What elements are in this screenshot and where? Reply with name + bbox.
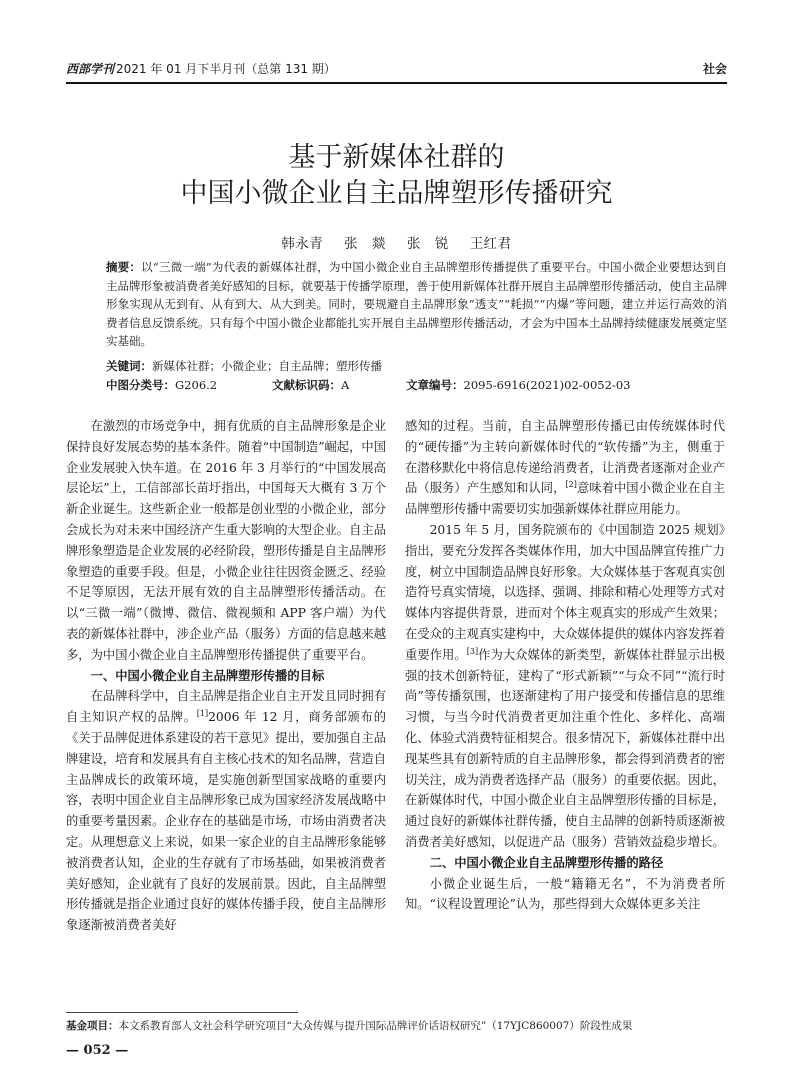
article-value: 2095-6916(2021)02-0052-03 xyxy=(463,378,631,392)
title-line-1: 基于新媒体社群的 xyxy=(288,142,505,173)
abstract xyxy=(106,258,727,351)
paragraph: 在激烈的市场竞争中，拥有优质的自主品牌形象是企业保持良好发展态势的基本条件。随着“中国制造”崛起，中国企业发展驶入快车道。在 2016 年 3 月举行的“中国发展高层论坛”上，工信部部长苗圩指出，中国每天大概有 3 万个新企业诞生。这些新企业一般都是创业型的小微企业，部分会成长为对未来中国经济产生重大影响的大型企业。自主品牌形象塑造是企业发展的必经阶段，塑形传播是自主品牌形象塑造的重要手段。但是，小微企业往往因资金匮乏、经验不足等原因，无法开展有效的自主品牌塑形传播活动。在以“三微一端”（微博、微信、微视频和 APP 客户端）为代表的新媒体社群中，涉企业产品（服务）方面的信息越来越多，为中国小微企业自主品牌塑形传播提供了重要平台。 xyxy=(66,419,386,662)
paragraph: 小微企业诞生后，一般“籍籍无名”，不为消费者所知。“议程设置理论”认为，那些得到大众媒体更多关注 xyxy=(405,876,725,912)
section-heading-1: 一、中国小微企业自主品牌塑形传播的目标 xyxy=(90,668,325,683)
text-run: 作为大众媒体的新类型，新媒体社群显示出极强的技术创新特征，建构了“形式新颖”“与众不同”“流行时尚”等传播氛围，也逐渐建构了用户接受和传播信息的思维习惯，与当今时代消费者更加注重个性化、多样化、高端化、体验式消费特征相契合。很多情况下，新媒体社群中出现某些具有创新特质的自主品牌形象，都会得到消费者的密切关注，成为消费者选择产品（服务）的重要依据。因此，在新媒体时代，中国小微企业自主品牌塑形传播的目标是，通过良好的新媒体社群传播，使自主品牌的创新特质逐渐被消费者美好感知，以促进产品（服务）营销效益稳步增长。 xyxy=(405,647,725,849)
keywords-text: 新媒体社群；小微企业；自主品牌；塑形传播 xyxy=(152,359,382,373)
clc-number xyxy=(106,376,217,394)
right-column xyxy=(405,416,725,915)
document-code xyxy=(272,376,349,394)
paragraph xyxy=(405,520,725,853)
running-header xyxy=(66,58,727,80)
clc-value: G206.2 xyxy=(175,378,218,392)
text-run: 2015 年 5 月，国务院颁布的《中国制造 2025 规划》指出，要充分发挥各类媒体作用，加大中国品牌宣传推广力度，树立中国制造品牌良好形象。大众媒体基于客观真实创造符号真实情境，以选择、强调、排除和精心处理等方式对媒体内容提供背景，进而对个体主观真实的形成产生效果；在受众的主观真实建构中，大众媒体提供的媒体内容发挥着重要作用。 xyxy=(405,522,725,662)
text-run: 意味着中国小微企业在自主品牌塑形传播中需要切实加强新媒体社群应用能力。 xyxy=(405,481,725,517)
footnote-label: 基金项目： xyxy=(66,1020,119,1032)
paragraph xyxy=(405,416,725,520)
abstract-label: 摘要： xyxy=(106,260,142,274)
footnote-rule xyxy=(66,1012,298,1013)
section-label: 社会 xyxy=(702,62,727,76)
author-name: 张 锐 xyxy=(406,236,449,252)
abstract-text: 以“三微一端”为代表的新媒体社群，为中国小微企业自主品牌塑形传播提供了重要平台。中国小微企业要想达到自主品牌形象被消费者美好感知的目标，就要基于传播学原理，善于使用新媒体社群开展自主品牌塑形传播活动，使自主品牌形象实现从无到有、从有到大、从大到美。同时，要规避自主品牌形象“透支”“耗损”“内爆”等问题，建立并运行高效的消费者信息反馈系统。只有每个中国小微企业都能扎实开展自主品牌塑形传播活动，才会为中国本土品牌持续健康发展奠定坚实基础。 xyxy=(106,260,727,348)
text-run: 2006 年 12 月，商务部颁布的《关于品牌促进体系建设的若干意见》提出，要加强自主品牌建设，培育和发展具有自主核心技术的知名品牌，营造自主品牌成长的政策环境，是实施创新型国家战略的重要内容，表明中国企业自主品牌形象已成为国家经济发展战略中的重要考量因素。企业存在的基础是市场，市场由消费者决定。从理想意义上来说，如果一家企业的自主品牌形象能够被消费者认知，企业的生存就有了市场基础，如果被消费者美好感知，企业就有了良好的发展前景。因此，自主品牌塑形传播就是指企业通过良好的媒体传播手段，使自主品牌形象逐渐被消费者美好 xyxy=(66,710,386,933)
author-list xyxy=(66,232,727,252)
section-heading-2: 二、中国小微企业自主品牌塑形传播的路径 xyxy=(429,855,664,870)
article-meta xyxy=(106,376,727,394)
text-run: 感知的过程。当前，自主品牌塑形传播已由传统媒体时代的“硬传播”为主转向新媒体时代的“软传播”为主，侧重于在潜移默化中将信息传递给消费者，让消费者逐渐对企业产品（服务）产生感知和认同， xyxy=(405,419,725,496)
citation-marker: [2] xyxy=(565,480,577,490)
author-name: 张 燚 xyxy=(344,236,387,252)
journal-info xyxy=(66,60,336,77)
clc-label: 中图分类号： xyxy=(106,378,175,392)
funding-footnote xyxy=(66,1018,727,1034)
keywords xyxy=(106,357,727,375)
article-label: 文章编号： xyxy=(406,378,464,392)
keywords-label: 关键词： xyxy=(106,359,152,373)
article-number xyxy=(406,376,630,394)
journal-logo: 西部学刊 xyxy=(66,62,115,76)
footnote-text: 本文系教育部人文社会科学研究项目“大众传媒与提升国际品牌评价话语权研究”（17YJC860007）阶段性成果 xyxy=(118,1020,633,1032)
issue-info: 2021 年 01 月下半月刊（总第 131 期） xyxy=(116,62,336,76)
author-name: 韩永青 xyxy=(281,236,324,252)
citation-marker: [3] xyxy=(466,646,479,656)
doc-value: A xyxy=(341,378,350,392)
author-name: 王红君 xyxy=(469,236,512,252)
left-column xyxy=(66,416,386,936)
citation-marker: [1] xyxy=(196,709,209,719)
title-line-2: 中国小微企业自主品牌塑形传播研究 xyxy=(180,178,613,209)
paragraph xyxy=(66,686,386,936)
text-run: 在品牌科学中，自主品牌是指企业自主开发且同时拥有自主知识产权的品牌。 xyxy=(66,689,386,725)
article-title xyxy=(66,140,727,212)
page-number: — 052 — xyxy=(66,1043,129,1058)
header-rule xyxy=(66,82,727,84)
doc-label: 文献标识码： xyxy=(272,378,341,392)
